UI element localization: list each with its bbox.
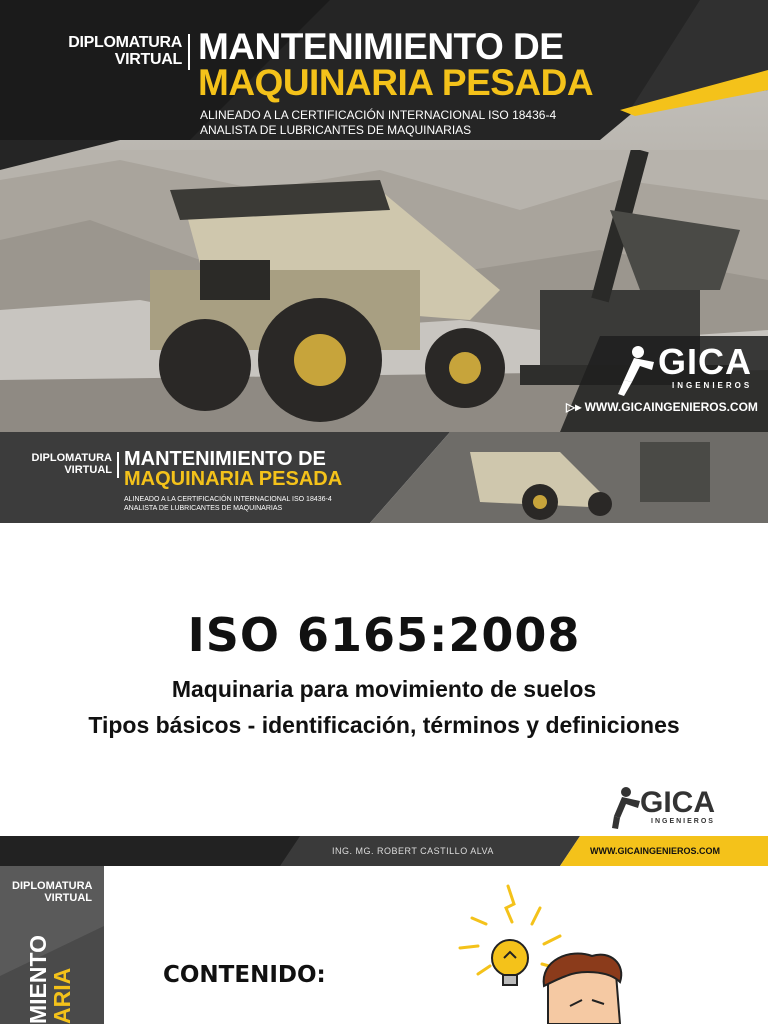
- content-heading: CONTENIDO:: [163, 962, 326, 988]
- header-divider: [117, 452, 119, 478]
- side-brand-label: [12, 880, 92, 904]
- standard-title-line-2: Tipos básicos - identificación, términos y definiciones: [88, 712, 680, 738]
- title-slide: [0, 432, 768, 866]
- standard-code: ISO 6165:2008: [187, 608, 581, 662]
- cover-title-line-2: MAQUINARIA PESADA: [198, 62, 594, 103]
- brand-line-2: VIRTUAL: [114, 51, 182, 68]
- cover-subtitle-line-2: ANALISTA DE LUBRICANTES DE MAQUINARIAS: [200, 123, 472, 137]
- header-brand-line-1: DIPLOMATURA: [31, 452, 112, 464]
- content-slide: [0, 866, 768, 1024]
- side-vertical-yellow: ARIA: [49, 967, 75, 1024]
- play-arrows-icon: ▷▸: [566, 400, 585, 414]
- header-subtitle-line-2: ANALISTA DE LUBRICANTES DE MAQUINARIAS: [124, 505, 283, 512]
- cover-logo-sub: INGENIEROS: [672, 381, 753, 390]
- brand-label: [34, 34, 182, 68]
- thinking-person-lightbulb-icon: [420, 878, 640, 1024]
- cover-website-text: WWW.GICAINGENIEROS.COM: [584, 400, 758, 414]
- cover-logo-word: GICA: [658, 341, 752, 382]
- header-title-line-2: MAQUINARIA PESADA: [124, 468, 343, 490]
- header-subtitle: [124, 495, 332, 513]
- author-name: ING. MG. ROBERT CASTILLO ALVA: [332, 846, 494, 856]
- brand-divider: [188, 34, 190, 70]
- header-brand-label: [26, 452, 112, 476]
- side-brand-line-2: VIRTUAL: [44, 892, 92, 904]
- cover-subtitle: [200, 108, 556, 138]
- side-vertical-white: MIENTO: [25, 934, 51, 1024]
- header-brand-line-2: VIRTUAL: [64, 464, 112, 476]
- header-title-line-1: MANTENIMIENTO DE: [124, 448, 326, 470]
- standard-title-line-1: Maquinaria para movimiento de suelos: [171, 676, 597, 702]
- cover-title-line-1: MANTENIMIENTO DE: [198, 26, 564, 67]
- side-vertical-title: [26, 935, 74, 1024]
- header-subtitle-line-1: ALINEADO A LA CERTIFICACIÓN INTERNACIONAL ISO 18436-4: [124, 496, 332, 503]
- brand-line-1: DIPLOMATURA: [68, 34, 182, 51]
- cover-website[interactable]: [566, 400, 758, 414]
- title-logo-word: GICA: [640, 786, 715, 819]
- cover-slide: [0, 0, 768, 432]
- footer-website[interactable]: WWW.GICAINGENIEROS.COM: [590, 846, 720, 856]
- title-header-banner: [0, 432, 768, 523]
- side-brand-line-1: DIPLOMATURA: [12, 880, 93, 892]
- cover-subtitle-line-1: ALINEADO A LA CERTIFICACIÓN INTERNACIONAL ISO 18436-4: [200, 108, 557, 122]
- title-logo-sub: INGENIEROS: [651, 818, 715, 825]
